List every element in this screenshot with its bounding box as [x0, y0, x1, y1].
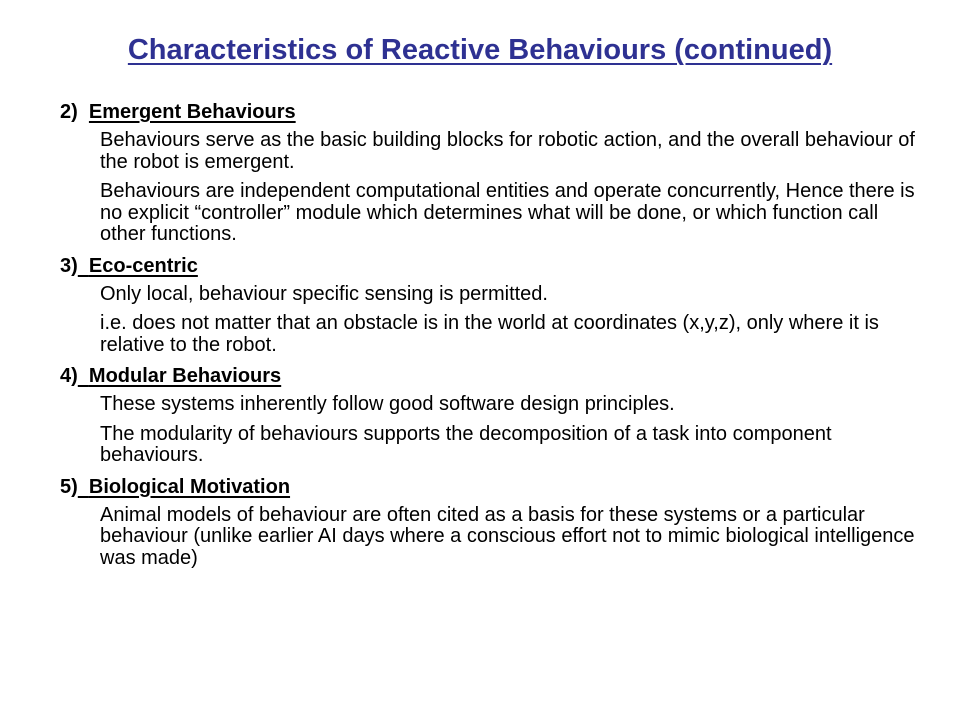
section-title: Emergent Behaviours [88, 101, 296, 123]
section-number: 4) [60, 365, 78, 387]
paragraph: Behaviours are independent computational entities and operate concurrently, Hence there is no explicit “controller” module which determines what will be done, or which function call other functions. [100, 180, 915, 245]
section-heading [60, 475, 940, 499]
section-title: Biological Motivation [88, 475, 291, 498]
paragraph: The modularity of behaviours supports the decomposition of a task into component behaviours. [100, 422, 832, 466]
section-emergent-behaviours [60, 100, 940, 246]
paragraph: Behaviours serve as the basic building blocks for robotic action, and the overall behaviour of the robot is emergent. [100, 129, 915, 173]
section-heading [60, 364, 940, 388]
paragraph: Only local, behaviour specific sensing is permitted. [100, 282, 548, 305]
section-number: 3) [60, 254, 78, 277]
paragraph: These systems inherently follow good software design principles. [100, 393, 675, 415]
section-title: Modular Behaviours [88, 365, 282, 387]
section-number: 2) [60, 101, 78, 123]
paragraph: i.e. does not matter that an obstacle is in the world at coordinates (x,y,z), only where it is relative to the robot. [100, 312, 879, 356]
section-heading [60, 254, 940, 278]
section-heading [60, 100, 940, 124]
slide-content [60, 100, 940, 577]
paragraph: Animal models of behaviour are often cited as a basis for these systems or a particular behaviour (unlike earlier AI days where a conscious effort not to mimic biological intelligence was made) [100, 503, 915, 569]
slide-title: Characteristics of Reactive Behaviours (continued) [127, 34, 833, 66]
section-modular-behaviours [60, 364, 940, 467]
section-eco-centric [60, 254, 940, 357]
section-number: 5) [60, 475, 78, 498]
section-title: Eco-centric [88, 254, 198, 277]
section-biological-motivation [60, 475, 940, 570]
